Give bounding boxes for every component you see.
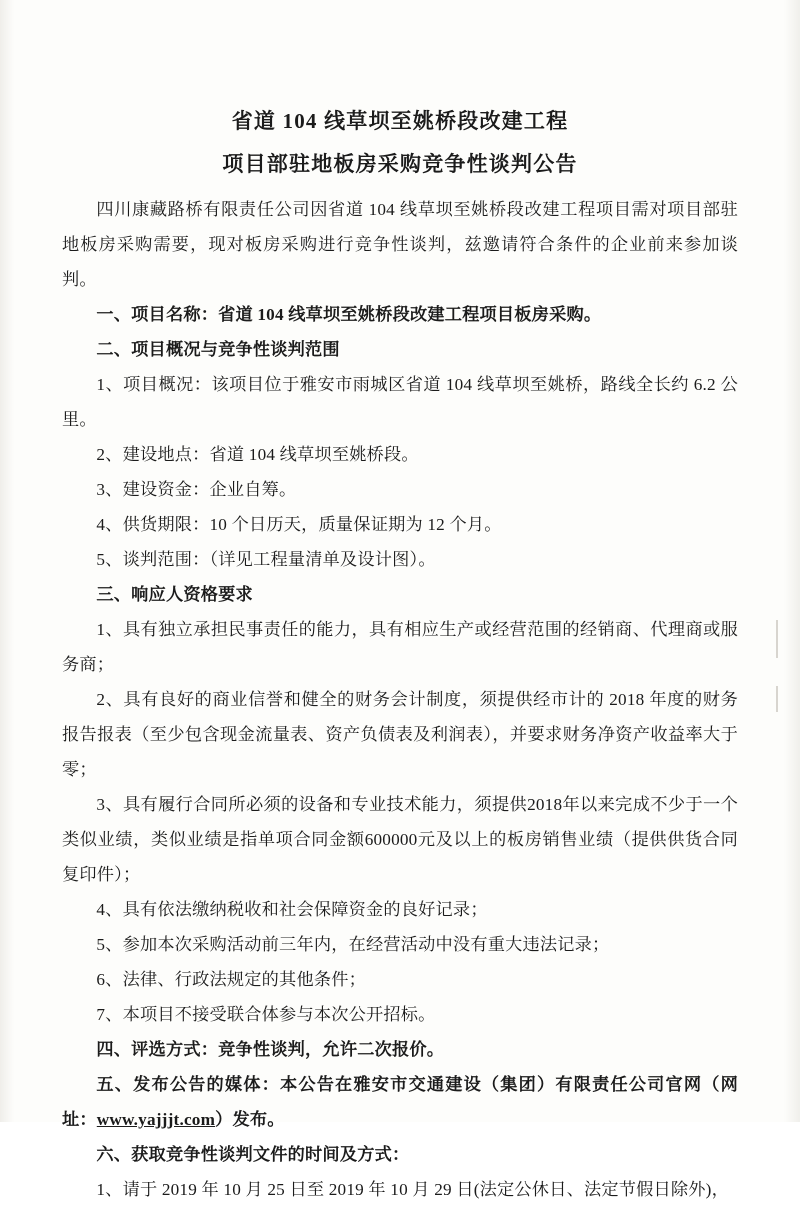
scan-artifact-mark — [776, 686, 778, 712]
paragraph-qualification-1: 1、具有独立承担民事责任的能力，具有相应生产或经营范围的经销商、代理商或服务商； — [62, 620, 738, 674]
paragraph-qualification-2: 2、具有良好的商业信誉和健全的财务会计制度，须提供经市计的 2018 年度的财务报告报表（至少包含现金流量表、资产负债表及利润表），并要求财务净资产收益率大于零； — [62, 690, 738, 779]
paragraph-qualification-7: 7、本项目不接受联合体参与本次公开招标。 — [96, 1005, 436, 1024]
paragraph-delivery-period: 4、供货期限：10 个日历天，质量保证期为 12 个月。 — [96, 515, 502, 534]
document-title-line1: 省道 104 线草坝至姚桥段改建工程 — [231, 109, 569, 133]
scan-edge-right — [784, 0, 800, 1122]
paragraph-construction-funding: 3、建设资金：企业自筹。 — [96, 480, 297, 499]
paragraph-qualification-5: 5、参加本次采购活动前三年内，在经营活动中没有重大违法记录； — [96, 935, 610, 954]
paragraph-qualification-4: 4、具有依法缴纳税收和社会保障资金的良好记录； — [96, 900, 488, 919]
scan-edge-left — [0, 0, 14, 1122]
paragraph-document-acquisition-time: 1、请于 2019 年 10 月 25 日至 2019 年 10 月 29 日(法定公休日、法定节假日除外)， — [96, 1180, 729, 1199]
media-suffix-text: ）发布。 — [215, 1110, 285, 1129]
official-website-link[interactable]: www.yajjjt.com — [96, 1110, 216, 1129]
paragraph-section-three-heading: 三、响应人资格要求 — [96, 585, 253, 604]
paragraph-project-overview: 1、项目概况：该项目位于雅安市雨城区省道 104 线草坝至姚桥，路线全长约 6.2 公里。 — [62, 375, 738, 429]
media-prefix-text: 五、发布公告的媒体：本公告在雅安市交通建设（集团）有限责任公司官网（网址： — [62, 1075, 738, 1129]
paragraph-intro: 四川康藏路桥有限责任公司因省道 104 线草坝至姚桥段改建工程项目需对项目部驻地板房采购需要，现对板房采购进行竞争性谈判，兹邀请符合条件的企业前来参加谈判。 — [62, 200, 738, 289]
document-body — [62, 192, 738, 1207]
paragraph-qualification-6: 6、法律、行政法规定的其他条件； — [96, 970, 366, 989]
paragraph-project-name: 一、项目名称：省道 104 线草坝至姚桥段改建工程项目板房采购。 — [96, 305, 602, 324]
paragraph-announcement-media — [62, 1067, 738, 1137]
paragraph-construction-site: 2、建设地点：省道 104 线草坝至姚桥段。 — [96, 445, 419, 464]
scan-artifact-mark — [776, 620, 778, 658]
paragraph-qualification-3: 3、具有履行合同所必须的设备和专业技术能力，须提供2018年以来完成不少于一个类似业绩，类似业绩是指单项合同金额600000元及以上的板房销售业绩（提供供货合同复印件）； — [62, 795, 738, 884]
paragraph-section-two-heading: 二、项目概况与竞争性谈判范围 — [96, 340, 340, 359]
paragraph-evaluation-method: 四、评选方式：竞争性谈判，允许二次报价。 — [96, 1040, 445, 1059]
document-title-line2: 项目部驻地板房采购竞争性谈判公告 — [222, 152, 578, 176]
title-block — [62, 100, 738, 186]
paragraph-negotiation-scope: 5、谈判范围：（详见工程量清单及设计图）。 — [96, 550, 436, 569]
paragraph-section-six-heading: 六、获取竞争性谈判文件的时间及方式： — [96, 1145, 410, 1164]
